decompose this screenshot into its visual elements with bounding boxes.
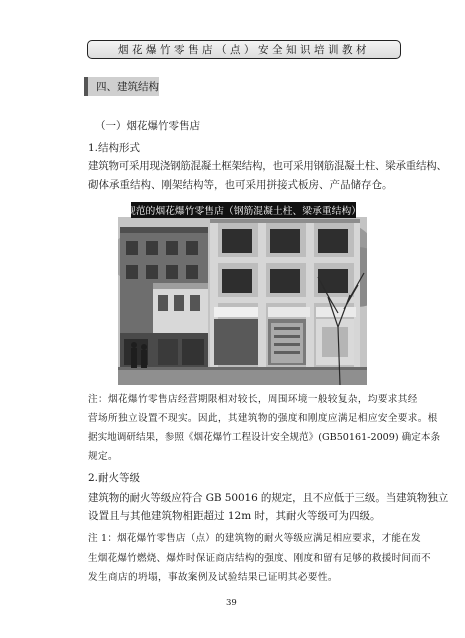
note-1-line-4: 规定。: [88, 451, 118, 462]
fire-rating-line-2: 设置且与其他建筑物相距超过 12m 时，其耐火等级可为四级。: [88, 510, 381, 522]
note-2-line-1: 注 1：烟花爆竹零售店（点）的建筑物的耐火等级应满足相应要求，才能在发: [88, 533, 421, 544]
note-1-line-1: 注：烟花爆竹零售店经营期限相对较长，周围环境一般较复杂，均要求其经: [88, 394, 418, 405]
storefront-photo: [118, 217, 367, 385]
fire-rating-title: 2.耐火等级: [88, 472, 141, 484]
structure-form-line-1: 建筑物可采用现浇钢筋混凝土框架结构，也可采用钢筋混凝土柱、梁承重结构、: [88, 160, 447, 172]
section-heading-text: 四、建筑结构: [96, 81, 159, 93]
page-number: 39: [226, 598, 237, 608]
structure-form-title: 1.结构形式: [88, 142, 141, 154]
section-heading: [84, 77, 159, 96]
photo-caption: [125, 202, 362, 218]
structure-form-line-2: 砌体承重结构、刚架结构等，也可采用拼接式板房、产品储存仓。: [88, 179, 393, 191]
fire-rating-line-1: 建筑物的耐火等级应符合 GB 50016 的规定，且不应低于三级。当建筑物独立: [88, 492, 449, 504]
subsection-title: （一）烟花爆竹零售店: [95, 120, 200, 132]
note-1-line-3: 据实地调研结果，参照《烟花爆竹工程设计安全规范》(GB50161-2009) 确定本条: [88, 432, 441, 443]
page-header: [87, 40, 401, 59]
photo-caption-text: 规范的烟花爆竹零售店（钢筋混凝土柱、梁承重结构）: [125, 206, 362, 217]
header-title: 烟花爆竹零售店（点）安全知识培训教材: [118, 44, 370, 56]
note-2-line-2: 生烟花爆竹燃烧、爆炸时保证商店结构的强度、刚度和留有足够的救援时间而不: [88, 553, 431, 564]
note-1-line-2: 营场所独立设置不现实。因此，其建筑物的强度和刚度应满足相应安全要求。根: [88, 413, 438, 424]
note-2-line-3: 发生商店的坍塌，事故案例及试验结果已证明其必要性。: [88, 572, 338, 583]
